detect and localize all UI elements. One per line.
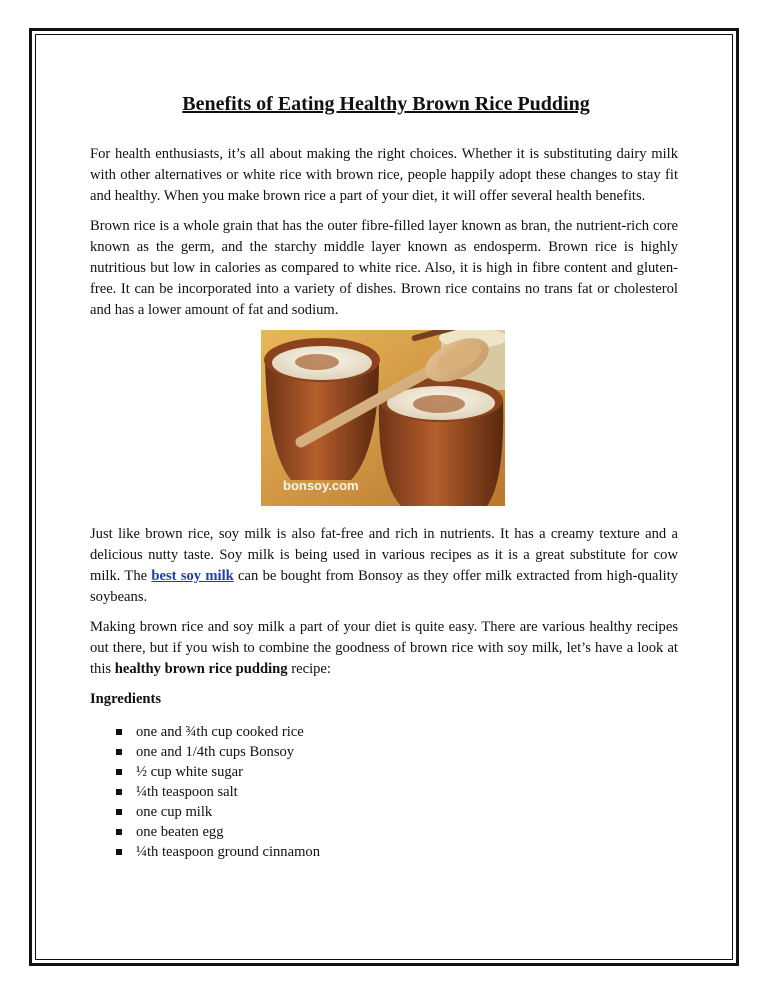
soy-milk-text-end: can be bought from Bonsoy as they offer milk extracted from high-quality soybeans. [90,568,678,605]
ingredient-text: one and ¾th cup cooked rice [136,724,304,740]
ingredient-item [114,802,678,822]
ingredient-text: one beaten egg [136,824,224,840]
square-bullet-icon [116,749,122,755]
recipe-intro-text-end: recipe: [287,661,331,677]
intro-paragraph: For health enthusiasts, it’s all about making the right choices. Whether it is substituting dairy milk with other alternatives or white rice with brown rice, people happily adopt these changes to stay fit and healthy. When you make brown rice a part of your diet, it will offer several health benefits. [90,146,678,204]
ingredients-heading: Ingredients [90,691,162,707]
rice-pudding-illustration [261,330,505,506]
ingredient-text: one and 1/4th cups Bonsoy [136,744,295,760]
best-soy-milk-link[interactable]: best soy milk [151,568,234,584]
square-bullet-icon [116,729,122,735]
ingredient-item [114,822,678,842]
ingredient-text: one cup milk [136,804,213,820]
document-page [90,90,678,862]
brown-rice-paragraph: Brown rice is a whole grain that has the outer fibre-filled layer known as bran, the nutrient-rich core known as the germ, and the starchy middle layer known as endosperm. Brown rice is highly nutritious but low in calories as compared to white rice. Also, it is high in fibre content and gluten-free. It can be incorporated into a variety of dishes. Brown rice contains no trans fat or cholesterol and has a lower amount of fat and sodium. [90,218,678,318]
recipe-name-bold: healthy brown rice pudding [114,661,288,677]
ingredient-item [114,782,678,802]
rice-pudding-photo [261,330,505,506]
square-bullet-icon [116,789,122,795]
ingredient-text: ¼th teaspoon salt [136,784,238,800]
photo-watermark: bonsoy.com [283,478,359,493]
ingredient-item [114,742,678,762]
ingredients-list [90,722,678,862]
square-bullet-icon [116,769,122,775]
page-title: Benefits of Eating Healthy Brown Rice Pudding [182,93,590,115]
soy-milk-paragraph [90,524,678,608]
ingredient-text: ¼th teaspoon ground cinnamon [136,844,321,860]
ingredient-item [114,722,678,742]
square-bullet-icon [116,809,122,815]
recipe-intro-text-start: Making brown rice and soy milk a part of your diet is quite easy. There are various healthy recipes out there, but if you wish to combine the goodness of brown rice with soy milk, let’s have a look at this [90,619,678,677]
ingredient-item [114,762,678,782]
recipe-intro-paragraph [90,617,678,680]
square-bullet-icon [116,829,122,835]
ingredient-item [114,842,678,862]
square-bullet-icon [116,849,122,855]
ingredient-text: ½ cup white sugar [136,764,243,780]
soy-milk-text-start: Just like brown rice, soy milk is also fat-free and rich in nutrients. It has a creamy texture and a delicious nutty taste. Soy milk is being used in various recipes as it is a great substitute for cow milk. The [90,526,678,584]
